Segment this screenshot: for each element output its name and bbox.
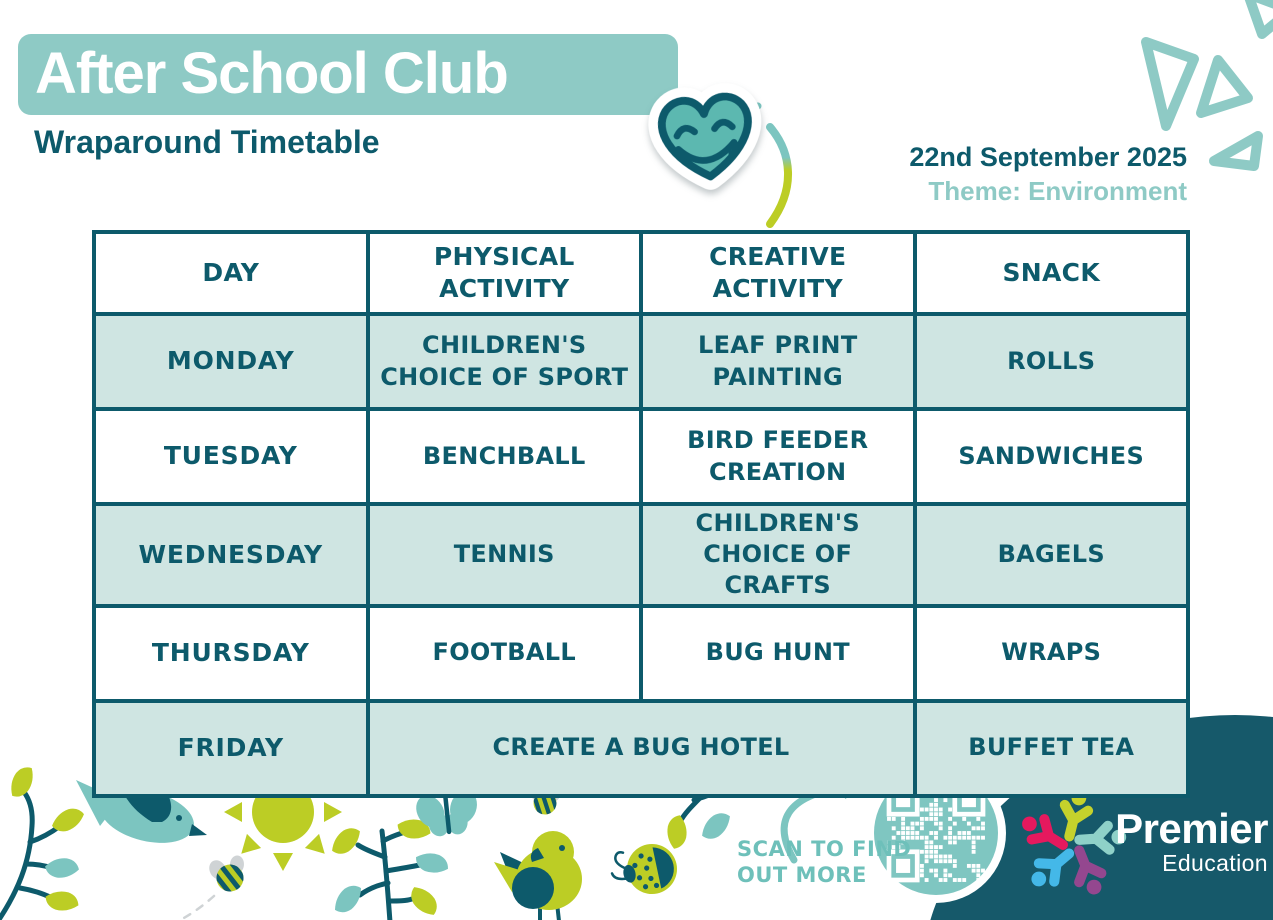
day-cell: FRIDAY (94, 701, 368, 796)
table-row-tuesday (94, 409, 1188, 504)
table-row-friday (94, 701, 1188, 796)
column-header-day: DAY (94, 232, 368, 314)
column-header-snack: SNACK (915, 232, 1189, 314)
snack-cell: BUFFET TEA (915, 701, 1189, 796)
snack-cell: BAGELS (915, 504, 1189, 606)
table-row-wednesday (94, 504, 1188, 606)
snack-cell: ROLLS (915, 314, 1189, 409)
page-subtitle: Wraparound Timetable (34, 124, 380, 160)
title-banner (18, 34, 678, 115)
physical-cell: FOOTBALL (368, 606, 642, 701)
timetable-table (92, 230, 1190, 798)
page-title: After School Club (35, 41, 508, 106)
date-block (909, 140, 1187, 209)
date-text: 22nd September 2025 (909, 142, 1187, 172)
brand-name: Premier (1115, 805, 1268, 852)
column-header-physical: PHYSICAL ACTIVITY (368, 232, 642, 314)
table-row-thursday (94, 606, 1188, 701)
combined-activity-cell: CREATE A BUG HOTEL (368, 701, 915, 796)
snack-cell: WRAPS (915, 606, 1189, 701)
header-row (94, 232, 1188, 314)
table-row-monday (94, 314, 1188, 409)
theme-text: Theme: Environment (928, 176, 1187, 207)
scan-cta (737, 836, 911, 889)
physical-cell: BENCHBALL (368, 409, 642, 504)
scan-line-2: OUT MORE (737, 863, 867, 888)
day-cell: THURSDAY (94, 606, 368, 701)
creative-cell: CHILDREN'S CHOICE OF CRAFTS (641, 504, 915, 606)
brand-subtitle: Education (1162, 850, 1268, 876)
ladybird-icon (608, 839, 682, 901)
day-cell: TUESDAY (94, 409, 368, 504)
creative-cell: BIRD FEEDER CREATION (641, 409, 915, 504)
creative-cell: BUG HUNT (641, 606, 915, 701)
snack-cell: SANDWICHES (915, 409, 1189, 504)
brand-wordmark (1100, 805, 1268, 877)
scan-line-1: SCAN TO FIND (737, 837, 912, 861)
creative-cell: LEAF PRINT PAINTING (641, 314, 915, 409)
swoosh-arc (731, 106, 788, 224)
physical-cell: CHILDREN'S CHOICE OF SPORT (368, 314, 642, 409)
physical-cell: TENNIS (368, 504, 642, 606)
day-cell: MONDAY (94, 314, 368, 409)
bee-icon (205, 852, 252, 901)
column-header-creative: CREATIVE ACTIVITY (641, 232, 915, 314)
day-cell: WEDNESDAY (94, 504, 368, 606)
branch-leaves-icon (0, 762, 87, 920)
standing-bird-icon (494, 831, 582, 920)
